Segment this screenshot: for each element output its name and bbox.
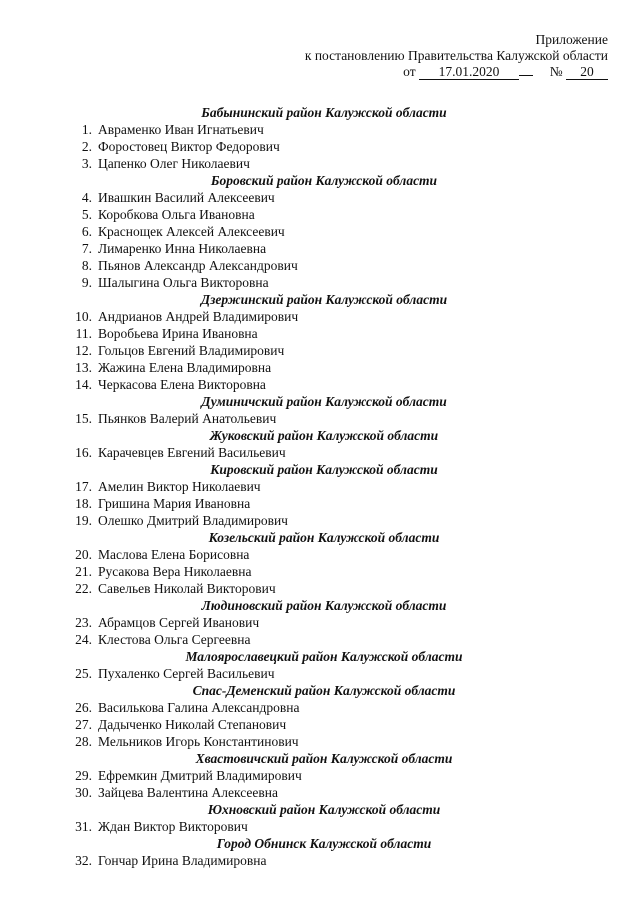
list-item bbox=[64, 699, 584, 716]
person-name: Пьянов Александр Александрович bbox=[98, 258, 298, 273]
list-item bbox=[64, 818, 584, 835]
list-item bbox=[64, 121, 584, 138]
section-title: Жуковский район Калужской области bbox=[209, 428, 439, 443]
list-item bbox=[64, 342, 584, 359]
person-name: Черкасова Елена Викторовна bbox=[98, 377, 266, 392]
list-item bbox=[64, 274, 584, 291]
from-label: от bbox=[403, 64, 416, 79]
person-name: Гольцов Евгений Владимирович bbox=[98, 343, 285, 358]
number-sign: № bbox=[549, 64, 563, 79]
list-item bbox=[64, 223, 584, 240]
person-name: Мельников Игорь Константинович bbox=[98, 734, 299, 749]
person-name: Краснощек Алексей Алексеевич bbox=[98, 224, 285, 239]
section-title: Боровский район Калужской области bbox=[210, 173, 438, 188]
person-name: Абрамцов Сергей Иванович bbox=[98, 615, 260, 630]
person-name: Ивашкин Василий Алексеевич bbox=[98, 190, 275, 205]
section-title: Людиновский район Калужской области bbox=[201, 598, 447, 613]
item-number: 17. bbox=[75, 479, 92, 494]
item-number: 13. bbox=[75, 360, 92, 375]
person-name: Лимаренко Инна Николаевна bbox=[98, 241, 267, 256]
list-item bbox=[64, 614, 584, 631]
list-item bbox=[64, 512, 584, 529]
person-name: Ждан Виктор Викторович bbox=[98, 819, 248, 834]
person-name: Русакова Вера Николаевна bbox=[98, 564, 252, 579]
item-number: 10. bbox=[75, 309, 92, 324]
person-name: Савельев Николай Викторович bbox=[98, 581, 276, 596]
item-number: 8. bbox=[81, 258, 92, 273]
item-number: 18. bbox=[75, 496, 92, 511]
person-name: Воробьева Ирина Ивановна bbox=[98, 326, 258, 341]
item-number: 27. bbox=[75, 717, 92, 732]
item-number: 31. bbox=[75, 819, 92, 834]
section-title: Думиничский район Калужской области bbox=[201, 394, 447, 409]
section-title: Город Обнинск Калужской области bbox=[216, 836, 432, 851]
list-item bbox=[64, 189, 584, 206]
list-item bbox=[64, 444, 584, 461]
list-item bbox=[64, 359, 584, 376]
section-title: Кировский район Калужской области bbox=[210, 462, 438, 477]
list-item bbox=[64, 733, 584, 750]
document-header bbox=[268, 32, 608, 80]
section-title: Юхновский район Калужской области bbox=[207, 802, 441, 817]
list-item bbox=[64, 308, 584, 325]
list-item bbox=[64, 410, 584, 427]
list-item bbox=[64, 155, 584, 172]
person-name: Клестова Ольга Сергеевна bbox=[98, 632, 251, 647]
district-list bbox=[64, 104, 584, 869]
section-title: Малоярославецкий район Калужской области bbox=[185, 649, 463, 664]
date-number-line bbox=[268, 64, 608, 80]
section-title: Дзержинский район Калужской области bbox=[200, 292, 448, 307]
person-name: Дадыченко Николай Степанович bbox=[98, 717, 287, 732]
appendix-label: Приложение bbox=[535, 32, 608, 47]
item-number: 28. bbox=[75, 734, 92, 749]
item-number: 7. bbox=[81, 241, 92, 256]
item-number: 25. bbox=[75, 666, 92, 681]
list-item bbox=[64, 665, 584, 682]
item-number: 29. bbox=[75, 768, 92, 783]
item-number: 4. bbox=[81, 190, 92, 205]
list-item bbox=[64, 325, 584, 342]
person-name: Авраменко Иван Игнатьевич bbox=[98, 122, 264, 137]
person-name: Амелин Виктор Николаевич bbox=[98, 479, 261, 494]
person-name: Андрианов Андрей Владимирович bbox=[98, 309, 299, 324]
list-item bbox=[64, 206, 584, 223]
list-item bbox=[64, 563, 584, 580]
item-number: 23. bbox=[75, 615, 92, 630]
person-name: Форостовец Виктор Федорович bbox=[98, 139, 280, 154]
item-number: 20. bbox=[75, 547, 92, 562]
item-number: 15. bbox=[75, 411, 92, 426]
person-name: Василькова Галина Александровна bbox=[98, 700, 300, 715]
section-title: Хвастовичский район Калужской области bbox=[195, 751, 453, 766]
item-number: 12. bbox=[75, 343, 92, 358]
item-number: 6. bbox=[81, 224, 92, 239]
person-name: Шалыгина Ольга Викторовна bbox=[98, 275, 269, 290]
document-date: 17.01.2020 bbox=[419, 65, 519, 80]
item-number: 9. bbox=[81, 275, 92, 290]
person-name: Пьянков Валерий Анатольевич bbox=[98, 411, 277, 426]
list-item bbox=[64, 478, 584, 495]
person-name: Карачевцев Евгений Васильевич bbox=[98, 445, 286, 460]
list-item bbox=[64, 580, 584, 597]
item-number: 11. bbox=[75, 326, 92, 341]
item-number: 14. bbox=[75, 377, 92, 392]
person-name: Маслова Елена Борисовна bbox=[98, 547, 250, 562]
item-number: 30. bbox=[75, 785, 92, 800]
item-number: 32. bbox=[75, 853, 92, 868]
item-number: 16. bbox=[75, 445, 92, 460]
resolution-reference: к постановлению Правительства Калужской области bbox=[304, 48, 608, 63]
list-item bbox=[64, 767, 584, 784]
list-item bbox=[64, 546, 584, 563]
person-name: Гончар Ирина Владимировна bbox=[98, 853, 267, 868]
person-name: Коробкова Ольга Ивановна bbox=[98, 207, 255, 222]
person-name: Ефремкин Дмитрий Владимирович bbox=[98, 768, 302, 783]
person-name: Жажина Елена Владимировна bbox=[98, 360, 272, 375]
list-item bbox=[64, 784, 584, 801]
document-number: 20 bbox=[566, 65, 608, 80]
date-underline-tail bbox=[519, 75, 533, 76]
section-title: Бабынинский район Калужской области bbox=[201, 105, 447, 120]
section-title: Спас-Деменский район Калужской области bbox=[192, 683, 456, 698]
item-number: 3. bbox=[81, 156, 92, 171]
person-name: Цапенко Олег Николаевич bbox=[98, 156, 250, 171]
item-number: 26. bbox=[75, 700, 92, 715]
list-item bbox=[64, 138, 584, 155]
section-title: Козельский район Калужской области bbox=[208, 530, 440, 545]
person-name: Олешко Дмитрий Владимирович bbox=[98, 513, 288, 528]
person-name: Пухаленко Сергей Васильевич bbox=[98, 666, 275, 681]
item-number: 2. bbox=[81, 139, 92, 154]
item-number: 19. bbox=[75, 513, 92, 528]
item-number: 24. bbox=[75, 632, 92, 647]
item-number: 1. bbox=[81, 122, 92, 137]
item-number: 21. bbox=[75, 564, 92, 579]
list-item bbox=[64, 257, 584, 274]
person-name: Зайцева Валентина Алексеевна bbox=[98, 785, 278, 800]
list-item bbox=[64, 852, 584, 869]
list-item bbox=[64, 376, 584, 393]
item-number: 5. bbox=[81, 207, 92, 222]
list-item bbox=[64, 631, 584, 648]
list-item bbox=[64, 495, 584, 512]
list-item bbox=[64, 240, 584, 257]
person-name: Гришина Мария Ивановна bbox=[98, 496, 251, 511]
list-item bbox=[64, 716, 584, 733]
item-number: 22. bbox=[75, 581, 92, 596]
